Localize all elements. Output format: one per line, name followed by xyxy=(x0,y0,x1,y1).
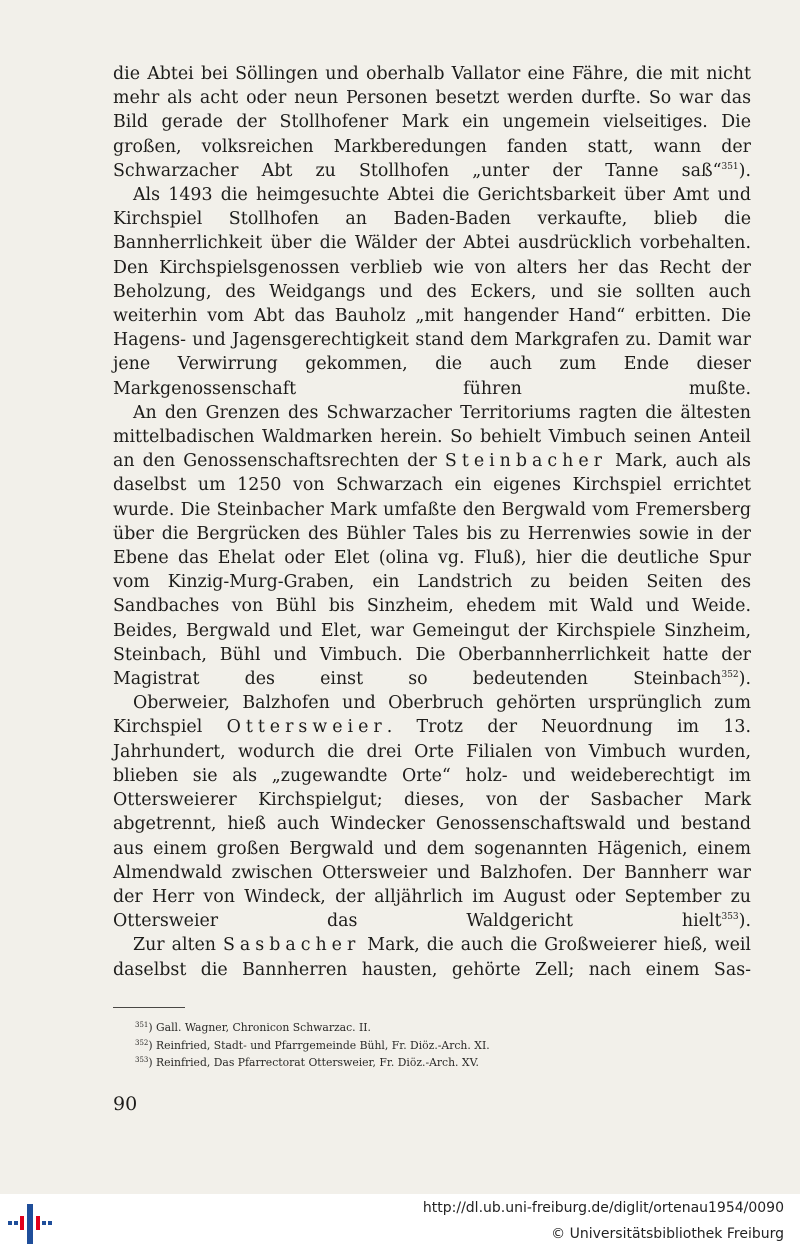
spaced-term-ottersweier: Ottersweier xyxy=(226,717,387,738)
footnote-number: 351 xyxy=(135,1021,149,1029)
footnote-text: ) Reinfried, Das Pfarrectorat Ottersweier, Fr. Diöz.-Arch. XV. xyxy=(148,1056,479,1069)
footnote-ref-352[interactable]: 352 xyxy=(721,670,739,681)
ub-freiburg-logo-icon[interactable] xyxy=(8,1202,52,1246)
paragraph-3 xyxy=(113,401,751,691)
paragraph-5 xyxy=(113,933,751,981)
footnote-text: ) Reinfried, Stadt- und Pfarrgemeinde Bühl, Fr. Diöz.-Arch. XI. xyxy=(148,1038,490,1052)
body-text xyxy=(113,62,751,982)
footnote-ref-351[interactable]: 351 xyxy=(721,161,739,172)
spaced-term-sasbacher: Sasbacher xyxy=(223,935,361,956)
paragraph-3-text-b: Mark, auch als daselbst um 1250 von Schwarzach ein eigenes Kirchspiel errichtet wurde. Die Steinbacher Mark umfaßte den Bergwald vom Fremersberg über die Bergrücken des Bühler Tales bis zu Herrenwies sowie in der Ebene das Ehelat oder Elet (olina vg. Fluß), hier die deutliche Spur vom Kinzig-Murg-Graben, ein Landstrich zu beiden Seiten des Sandbaches von Bühl bis Sinzheim, ehedem mit Wald und Weide. Beides, Bergwald und Elet, war Gemeingut der Kirchspiele Sinzheim, Steinbach, Bühl und Vimbuch. Die Oberbannherrlichkeit hatte der Magistrat des einst so bedeutenden Steinbach xyxy=(113,451,751,690)
footnote-divider xyxy=(113,1007,185,1008)
paragraph-4-text-c: ). xyxy=(738,911,751,932)
footnote-352 xyxy=(135,1037,755,1055)
paragraph-1-text-b: ). xyxy=(738,160,751,181)
paragraph-4 xyxy=(113,691,751,933)
footnotes xyxy=(135,1019,755,1072)
footnote-ref-353[interactable]: 353 xyxy=(721,912,739,923)
paragraph-1-text-a: die Abtei bei Söllingen und oberhalb Vallator eine Fähre, die mit nicht mehr als acht oder neun Personen besetzt werden durfte. So war das Bild gerade der Stollhofener Mark ein ungemein vielseitiges. Die großen, volksreichen Markberedungen fanden statt, wann der Schwarzacher Abt zu Stollhofen „unter der Tanne saß“ xyxy=(113,64,751,181)
copyright-notice: © Universitätsbibliothek Freiburg xyxy=(551,1226,784,1242)
paragraph-3-text-a: An den Grenzen des Schwarzacher Territoriums ragten die ältesten mittelbadischen Waldmarken herein. So behielt Vimbuch seinen Anteil an den Genossenschaftsrechten der xyxy=(113,402,751,472)
paragraph-2 xyxy=(113,183,751,401)
footnote-text: ) Gall. Wagner, Chronicon Schwarzac. II. xyxy=(148,1021,371,1034)
paragraph-5-text-b: Mark, die auch die Großweierer hieß, weil daselbst die Bannherren hausten, gehörte Zell; nach einem Sas- xyxy=(113,935,751,980)
footnote-number: 352 xyxy=(135,1038,149,1047)
viewer-footer xyxy=(0,1194,800,1253)
paragraph-2-text: Als 1493 die heimgesuchte Abtei die Gerichtsbarkeit über Amt und Kirchspiel Stollhofen an Baden-Baden verkaufte, blieb die Bannherrlichkeit über die Wälder der Abtei ausdrücklich vorbehalten. Den Kirchspielsgenossen verblieb wie von alters her das Recht der Beholzung, des Weidgangs und des Eckers, und sie sollten auch weiterhin vom Abt das Bauholz „mit hangender Hand“ erbitten. Die Hagens- und Jagensgerechtigkeit stand dem Markgrafen zu. Damit war jene Verwirrung gekommen, die auch zum Ende dieser Markgenossenschaft führen mußte. xyxy=(113,185,751,399)
source-url-link[interactable]: http://dl.ub.uni-freiburg.de/diglit/ortenau1954/0090 xyxy=(422,1200,784,1216)
paragraph-3-text-c: ). xyxy=(738,669,751,690)
paragraph-4-text-b: . Trotz der Neuordnung im 13. Jahrhundert, wodurch die drei Orte Filialen von Vimbuch wurden, blieben sie als „zugewandte Orte“ holz- und weideberechtigt im Ottersweierer Kirchspielgut; dieses, von der Sasbacher Mark abgetrennt, hieß auch Windecker Genossenschaftswald und bestand aus einem großen Bergwald und dem sogenannten Hägenich, einem Almendwald zwischen Ottersweier und Balzhofen. Der Bannherr war der Herr von Windeck, der alljährlich im August oder September zu Ottersweier das Waldgericht hielt xyxy=(113,717,751,932)
paragraph-1 xyxy=(113,62,751,183)
footnote-353 xyxy=(135,1054,755,1072)
paragraph-4-text-a: Oberweier, Balzhofen und Oberbruch gehörten ursprünglich zum Kirchspiel xyxy=(113,693,751,738)
footnote-351 xyxy=(135,1019,755,1037)
spaced-term-steinbacher: Steinbacher xyxy=(444,451,607,472)
footnote-number: 353 xyxy=(135,1056,149,1064)
paragraph-5-text-a: Zur alten xyxy=(133,935,223,956)
page-number: 90 xyxy=(113,1093,138,1115)
